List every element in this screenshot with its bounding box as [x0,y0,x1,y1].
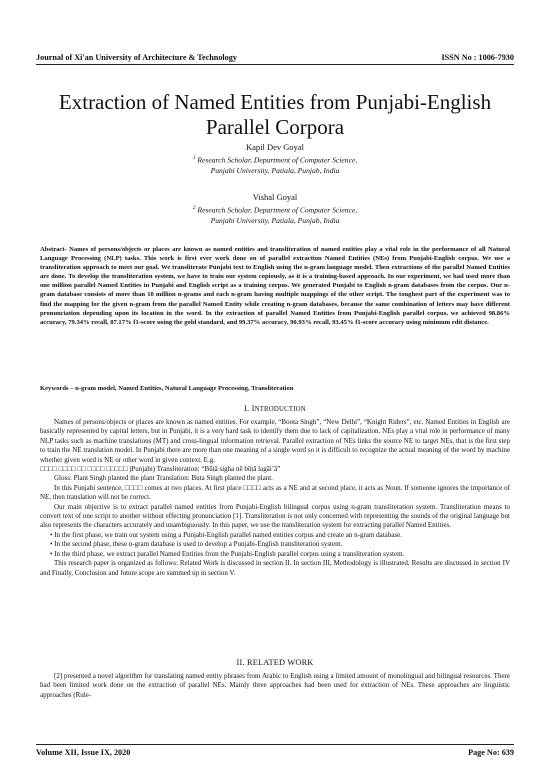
header-rule [36,64,514,65]
volume-issue: Volume XII, Issue IX, 2020 [36,748,131,757]
section-heading-related-work: II. RELATED WORK [236,658,314,667]
author-1-affil-line1: Research Scholar, Department of Computer Science, [197,155,358,165]
related-work-body [40,672,510,700]
author-1-sup: 1 [192,155,196,161]
section-1-rest: NTRODUCTION [254,406,306,413]
keywords: Keywords – n-gram model, Named Entities, Natural Language Processing, Transliteration [40,385,294,392]
author-1-name: Kapil Dev Goyal [245,142,305,152]
intro-paragraph-4: This research paper is organized as follows: Related Work is discussed in section II. In section III, Methodology is illustrated. Results are discussed in section IV and Finally, Conclusion and future scope are summed up in section V. [40,559,510,577]
paper-title: Extraction of Named Entities from Punjabi-English Parallel Corpora [58,90,492,139]
intro-paragraph-1: Names of persons/objects or places are known as named entities. For example, “Boota Singh”, “New Delhi”, “Knight Riders”, etc. Named Entities in English are basically represented by capital letters, but in Punjabi, it is a very hard task to identify them due to lack of capitalization. NEs play a vital role in performance of many NLP tasks such as machine translations (MT) and cross-lingual information retrieval. Parallel extraction of NEs links the source NE to target NEs, that is the first step to train the NE translation model. In Punjabi there are more than one meaning of a single word so it is difficult to recognize the actual meaning of the word by machine whether given word is NE or other word in given context. E.g. [40,418,510,464]
section-1-number: I. [244,404,250,413]
intro-bullet-2: • In the second phase, these n-gram database is used to develop a Punjabi-English transliteration system. [50,540,343,549]
author-1 [40,142,510,176]
introduction-body [40,418,510,578]
intro-bullet-1: • In the first phase, we train our system using a Punjabi-English parallel named entities corpus and create an n-gram database. [50,530,402,539]
author-2-name: Vishal Goyal [252,192,298,202]
author-2-affil-line1: Research Scholar, Department of Computer Science, [197,205,358,215]
related-paragraph-1: [2] presented a novel algorithm for translating named entity phrases from Arabic to English using a limited amount of monolingual and bilingual resources. There had been limited work done on the extraction of parallel NEs. Mainly three approaches had been used for extraction of NEs. These approaches are linguistic approaches (Rule- [40,672,510,699]
intro-gloss: Gloss: Plant Singh planted the plant Translation: Buta Singh planted the plant. [54,474,273,483]
journal-name: Journal of Xi'an University of Architecture & Technology [36,53,237,62]
author-2 [40,192,510,226]
intro-bullet-3: • In the third phase, we extract parallel Named Entities from the Punjabi-English parallel corpus using a transliteration system. [50,549,405,558]
running-header [36,53,514,62]
section-heading-introduction [40,404,510,413]
running-footer [36,748,514,757]
author-1-affil-line2: Punjabi University, Patiala, Punjab, India [210,165,340,175]
intro-example-sentence: □□□□ □□□□ □□ □□□□ □□□□□ )Punjabi) Transliteration: “Būṭā sigha nē būṭā lagāi’ā” [40,465,281,474]
author-2-sup: 2 [192,205,196,211]
page-number: Page No: 639 [468,748,514,757]
issn-number: ISSN No : 1006-7930 [441,53,514,62]
section-1-first-letter: I [251,404,255,413]
intro-paragraph-2: In this Punjabi sentence, □□□□ comes at two places. At first place □□□□ acts as a NE and at second place, it acts as Noun. If someone ignores the importance of NE, then translation will not be correct. [40,483,510,502]
author-2-affiliation [40,203,510,216]
footer-rule [36,744,514,745]
author-1-affiliation [40,153,510,166]
author-2-affil-line2: Punjabi University, Patiala, Punjab, India [210,215,340,225]
abstract: Abstract- Names of persons/objects or places are known as named entities and transliteration of named entities play a vital role in the performance of all Natural Language Processing (NLP) tasks. This work is first ever work done on of parallel extraction Named Entities (NEs) from Punjabi-English corpus. We use a transliteration approach to meet our goal. We transliterate Punjabi text to English using the n-gram language model. Then extractions of the parallel Named Entities are done. To develop the transliteration system, we have to train our system copiously, as it is a training-based approach. In our experiment, we had used more than one million parallel Named Entities in Punjabi and English script as a training corpus. We generated Punjabi to English n-gram databases from the corpus. Our n-gram database consists of more than 10 million n-grams and each n-gram having multiple mappings of the other script. The toughest part of the experiment was to find the mapping for the given n-gram from the parallel Named Entity while creating n-gram databases, because the same combination of letters may have different pronunciation depending upon its location in the word. In the extraction of parallel Named Entities from Punjabi-English parallel corpus, we achieved 98.86% accuracy, 79.34% recall, 87.17% f1-score using the gold standard, and 99.37% accuracy, 90.93% recall, 93.45% f1-score accuracy using minimum edit distance. [40,246,510,326]
intro-paragraph-3: Our main objective is to extract parallel named entities from Punjabi-English bilingual corpus using n-gram transliteration system. Transliteration means to convert text of one script to another without effecting pronunciation [1]. Transliteration is not only concerned with representing the sounds of the original language but also represents the characters accurately and unambiguously. In this paper, we use the transliteration system for extracting parallel Named Entities. [40,502,510,530]
